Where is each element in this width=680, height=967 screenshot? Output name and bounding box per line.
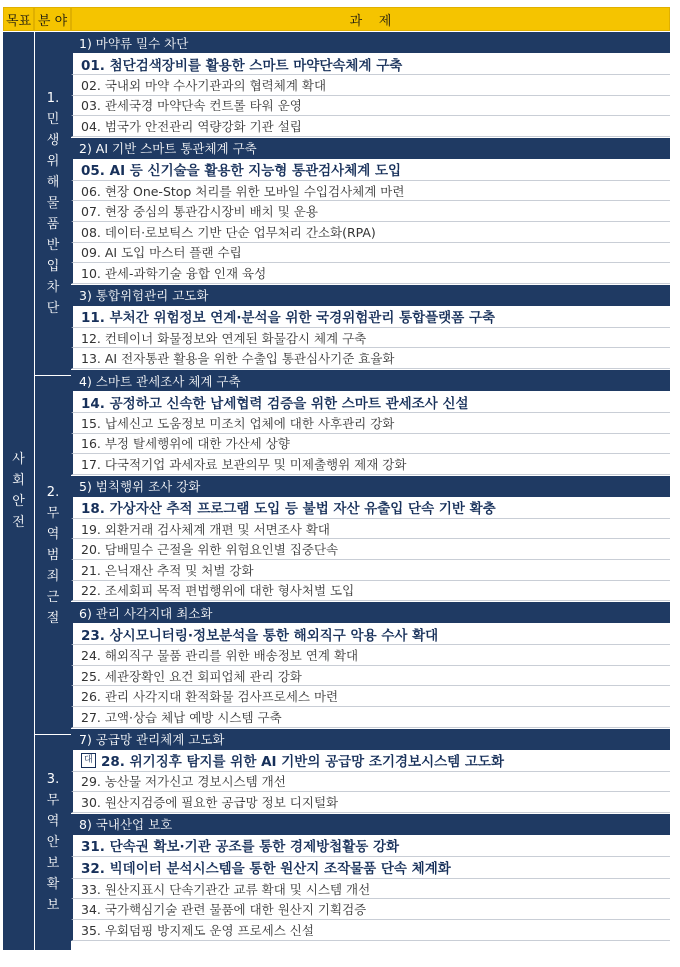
task-text: 06. 현장 One-Stop 처리를 위한 모바일 수입검사체계 마련 (81, 183, 405, 199)
section-title: 8) 국내산업 보호 (79, 817, 173, 833)
task-text: 18. 가상자산 추적 프로그램 도입 등 불법 자산 유출입 단속 기반 확충 (81, 501, 496, 518)
task-row (71, 792, 670, 813)
field-number-1: 1. (46, 91, 60, 106)
task-row (71, 116, 670, 137)
section-title: 7) 공급망 관리체계 고도화 (79, 732, 225, 748)
field-number-3: 3. (46, 772, 60, 787)
task-text: 10. 관세-과학기술 융합 인재 육성 (81, 265, 267, 281)
task-row (71, 686, 670, 707)
field-cell-2 (34, 375, 71, 734)
section-header-7 (71, 728, 670, 750)
key-task-row (71, 835, 670, 857)
goal-cell (3, 31, 34, 950)
section-header-5 (71, 475, 670, 497)
task-text: 03. 관세국경 마약단속 컨트롤 타워 운영 (81, 98, 302, 114)
field-label-2: 무역범죄근절 (46, 505, 60, 626)
section-title: 5) 범칙행위 조사 강화 (79, 479, 201, 495)
section-header-6 (71, 601, 670, 623)
header-field-label: 분 야 (37, 13, 68, 29)
task-row (71, 243, 670, 264)
task-text: 08. 데이터·로보틱스 기반 단순 업무처리 간소화(RPA) (81, 224, 376, 240)
task-text: 28. 위기징후 탐지를 위한 AI 기반의 공급망 조기경보시스템 고도화 (101, 754, 505, 771)
task-text: 30. 원산지검증에 필요한 공급망 정보 디지털화 (81, 794, 339, 810)
task-row (71, 201, 670, 222)
task-row (71, 454, 670, 475)
field-cell-3 (34, 734, 71, 950)
section-header-2 (71, 137, 670, 159)
header-goal (3, 7, 34, 31)
task-row (71, 707, 670, 728)
task-text: 16. 부정 탈세행위에 대한 가산세 상향 (81, 436, 290, 452)
section-header-3 (71, 284, 670, 306)
task-text: 35. 우회덤핑 방지제도 운영 프로세스 신설 (81, 922, 314, 938)
task-badge: 대 (81, 753, 96, 768)
task-row (71, 879, 670, 900)
key-task-row (71, 750, 670, 772)
key-task-row (71, 306, 670, 328)
section-header-1 (71, 31, 670, 53)
section-header-8 (71, 813, 670, 835)
task-row (71, 328, 670, 349)
task-text: 02. 국내외 마약 수사기관과의 협력체계 확대 (81, 77, 327, 93)
task-text: 33. 원산지표시 단속기관간 교류 확대 및 시스템 개선 (81, 881, 371, 897)
task-row (71, 222, 670, 243)
task-row (71, 75, 670, 96)
task-text: 22. 조세회피 목적 편법행위에 대한 형사처벌 도입 (81, 583, 355, 599)
header-task-label: 과 제 (349, 13, 392, 29)
task-text: 17. 다국적기업 과세자료 보관의무 및 미제출행위 제재 강화 (81, 456, 407, 472)
task-text: 01. 첨단검색장비를 활용한 스마트 마약단속체계 구축 (81, 57, 403, 74)
field-number-2: 2. (46, 484, 60, 500)
task-text: 34. 국가핵심기술 관련 물품에 대한 원산지 기획검증 (81, 902, 367, 918)
task-row (71, 519, 670, 540)
goal-label: 사회안전 (12, 452, 25, 530)
task-text: 21. 은닉재산 추적 및 처벌 강화 (81, 562, 254, 578)
key-task-row (71, 391, 670, 413)
task-text: 25. 세관장확인 요건 회피업체 관리 강화 (81, 668, 302, 684)
task-row (71, 772, 670, 793)
header-field (34, 7, 71, 31)
task-text: 04. 범국가 안전관리 역량강화 기관 설립 (81, 118, 302, 134)
task-row (71, 581, 670, 602)
section-title: 3) 통합위험관리 고도화 (79, 288, 209, 304)
task-text: 31. 단속권 확보·기관 공조를 통한 경제방첩활동 강화 (81, 839, 400, 856)
task-row (71, 348, 670, 369)
task-row (71, 263, 670, 284)
task-row (71, 560, 670, 581)
task-row (71, 920, 670, 941)
task-text: 26. 관리 사각지대 환적화물 검사프로세스 마련 (81, 689, 339, 705)
task-text: 29. 농산물 저가신고 경보시스템 개선 (81, 774, 286, 790)
section-header-4 (71, 369, 670, 391)
section-title: 1) 마약류 밀수 차단 (79, 35, 189, 51)
key-task-row (71, 159, 670, 181)
task-text: 12. 컨테이너 화물정보와 연계된 화물감시 체계 구축 (81, 330, 367, 346)
task-text: 14. 공정하고 신속한 납세협력 검증을 위한 스마트 관세조사 신설 (81, 395, 469, 412)
header-task (71, 7, 670, 31)
key-task-row (71, 857, 670, 879)
task-text: 27. 고액·상습 체납 예방 시스템 구축 (81, 709, 282, 725)
task-row (71, 666, 670, 687)
task-row (71, 539, 670, 560)
task-text: 07. 현장 중심의 통관감시장비 배치 및 운용 (81, 204, 318, 220)
task-row (71, 413, 670, 434)
task-row (71, 96, 670, 117)
field-label-3: 무역안보확보 (46, 793, 60, 913)
task-text: 19. 외환거래 검사체계 개편 및 서면조사 확대 (81, 521, 330, 537)
task-text: 15. 납세신고 도움정보 미조치 업체에 대한 사후관리 강화 (81, 415, 395, 431)
task-text: 13. AI 전자통관 활용을 위한 수출입 통관심사기준 효율화 (81, 351, 395, 367)
task-text: 24. 해외직구 물품 관리를 위한 배송정보 연계 확대 (81, 647, 359, 663)
section-title: 2) AI 기반 스마트 통관체계 구축 (79, 141, 257, 157)
task-text: 23. 상시모니터링·정보분석을 통한 해외직구 악용 수사 확대 (81, 627, 439, 644)
task-row (71, 645, 670, 666)
task-row (71, 899, 670, 920)
field-label-1: 민생위해물품반입차단 (46, 112, 60, 316)
task-text: 32. 빅데이터 분석시스템을 통한 원산지 조작물품 단속 체계화 (81, 861, 451, 878)
key-task-row (71, 53, 670, 75)
section-title: 4) 스마트 관세조사 체계 구축 (79, 373, 241, 389)
field-cell-1 (34, 31, 71, 375)
task-text: 11. 부처간 위험정보 연계·분석을 위한 국경위험관리 통합플랫폼 구축 (81, 310, 496, 327)
key-task-row (71, 497, 670, 519)
task-row (71, 434, 670, 455)
task-text: 05. AI 등 신기술을 활용한 지능형 통관검사체계 도입 (81, 163, 402, 180)
task-row (71, 181, 670, 202)
task-text: 09. AI 도입 마스터 플랜 수립 (81, 245, 242, 261)
task-text: 20. 담배밀수 근절을 위한 위험요인별 집중단속 (81, 542, 339, 558)
key-task-row (71, 623, 670, 645)
section-title: 6) 관리 사각지대 최소화 (79, 605, 213, 621)
header-goal-label: 목표 (5, 13, 32, 29)
